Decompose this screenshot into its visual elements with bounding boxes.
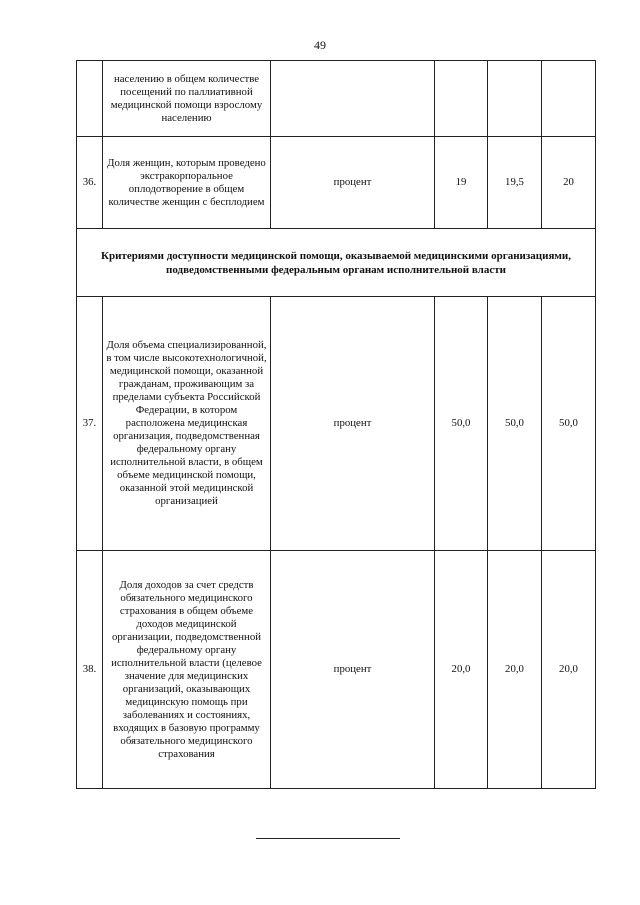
table-row (77, 61, 596, 137)
section-header-row (77, 229, 596, 297)
row-number (77, 61, 103, 137)
indicator-description: Доля женщин, которым проведено экстракорпоральное оплодотворение в общем количестве женщин с бесплодием (103, 137, 271, 229)
row-number: 36. (77, 137, 103, 229)
value-year-1: 50,0 (435, 297, 488, 551)
row-number: 37. (77, 297, 103, 551)
section-title: Критериями доступности медицинской помощи, оказываемой медицинскими организациями, подведомственными федеральным органам исполнительной власти (77, 229, 596, 297)
value-year-2 (488, 61, 542, 137)
indicator-description: населению в общем количестве посещений по паллиативной медицинской помощи взрослому населению (103, 61, 271, 137)
unit-cell: процент (271, 297, 435, 551)
value-year-1 (435, 61, 488, 137)
unit-cell (271, 61, 435, 137)
table-row (77, 297, 596, 551)
indicator-description: Доля доходов за счет средств обязательного медицинского страхования в общем объеме доходов медицинской организации, подведомственной федеральному органу исполнительной власти (целевое значение для медицинских организаций, оказывающих медицинскую помощь при заболеваниях и состояниях, входящих в базовую программу обязательного медицинского страхования (103, 551, 271, 789)
indicators-table (76, 60, 596, 789)
value-year-2: 19,5 (488, 137, 542, 229)
value-year-1: 19 (435, 137, 488, 229)
indicator-description: Доля объема специализированной, в том числе высокотехнологичной, медицинской помощи, оказанной гражданам, проживающим за пределами субъекта Российской Федерации, в котором расположена медицинская организация, подведомственная федеральному органу исполнительной власти, в общем объеме медицинской помощи, оказанной этой медицинской организацией (103, 297, 271, 551)
value-year-2: 20,0 (488, 551, 542, 789)
unit-cell: процент (271, 551, 435, 789)
value-year-3: 20,0 (542, 551, 596, 789)
value-year-2: 50,0 (488, 297, 542, 551)
table-row (77, 551, 596, 789)
value-year-3: 50,0 (542, 297, 596, 551)
unit-cell: процент (271, 137, 435, 229)
value-year-3: 20 (542, 137, 596, 229)
value-year-3 (542, 61, 596, 137)
row-number: 38. (77, 551, 103, 789)
value-year-1: 20,0 (435, 551, 488, 789)
footer-divider (256, 838, 400, 839)
table-row (77, 137, 596, 229)
page-number: 49 (314, 38, 326, 52)
